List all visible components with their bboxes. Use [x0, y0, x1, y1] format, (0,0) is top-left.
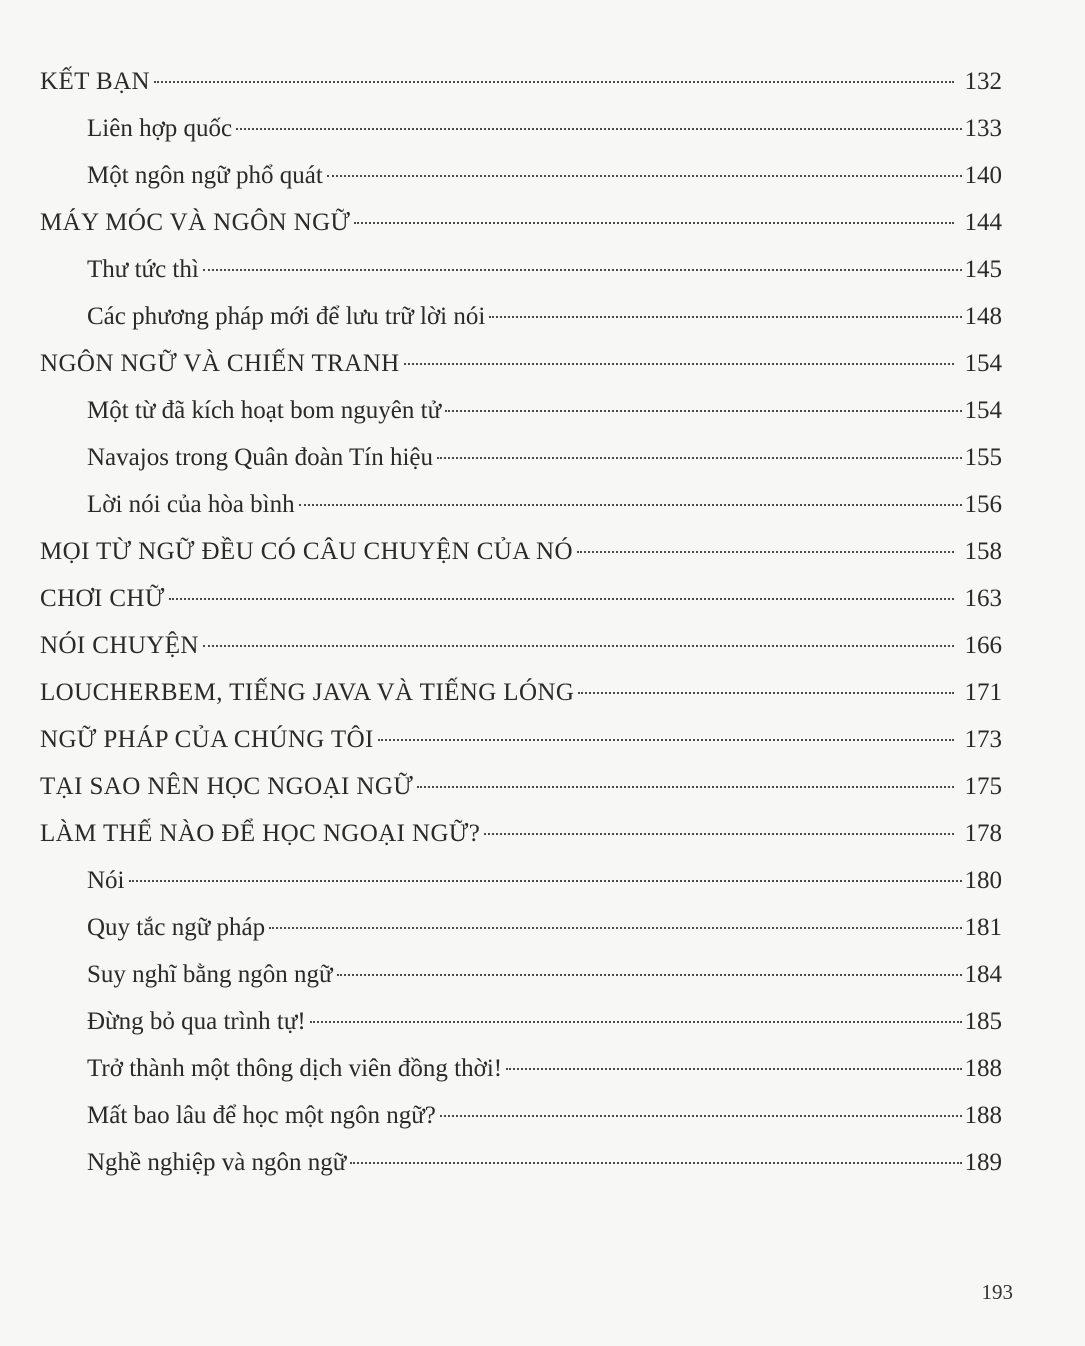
dot-leader	[578, 692, 953, 694]
dot-leader	[299, 504, 962, 506]
toc-entry-page: 171	[964, 679, 1002, 706]
toc-entry-page: 133	[964, 115, 1002, 142]
toc-chapter-entry	[40, 528, 1002, 575]
toc-entry-page: 156	[964, 491, 1002, 518]
toc-entry-title: Suy nghĩ bằng ngôn ngữ	[87, 961, 333, 988]
toc-entry-title: Đừng bỏ qua trình tự!	[87, 1008, 306, 1035]
toc-section-entry	[40, 998, 1002, 1045]
dot-leader	[417, 786, 953, 788]
toc-entry-title: NGÔN NGỮ VÀ CHIẾN TRANH	[40, 350, 400, 377]
toc-entry-page: 155	[964, 444, 1002, 471]
toc-section-entry	[40, 481, 1002, 528]
toc-entry-title: Thư tức thì	[87, 256, 199, 283]
dot-leader	[203, 645, 954, 647]
dot-leader	[445, 410, 961, 412]
toc-section-entry	[40, 1045, 1002, 1092]
dot-leader	[440, 1115, 962, 1117]
dot-leader	[236, 128, 961, 130]
page-number: 193	[981, 1280, 1013, 1304]
toc-section-entry	[40, 1139, 1002, 1186]
toc-entry-page: 189	[964, 1149, 1002, 1176]
toc-entry-page: 144	[964, 209, 1002, 236]
toc-chapter-entry	[40, 340, 1002, 387]
dot-leader	[154, 81, 954, 83]
toc-entry-title: MỌI TỪ NGỮ ĐỀU CÓ CÂU CHUYỆN CỦA NÓ	[40, 538, 573, 565]
toc-section-entry	[40, 152, 1002, 199]
toc-chapter-entry	[40, 669, 1002, 716]
dot-leader	[327, 175, 962, 177]
toc-entry-title: CHƠI CHỮ	[40, 585, 165, 612]
toc-entry-title: Navajos trong Quân đoàn Tín hiệu	[87, 444, 433, 471]
toc-entry-page: 180	[964, 867, 1002, 894]
toc-entry-page: 154	[964, 397, 1002, 424]
dot-leader	[203, 269, 962, 271]
dot-leader	[484, 833, 953, 835]
toc-entry-page: 158	[964, 538, 1002, 565]
dot-leader	[169, 598, 954, 600]
toc-entry-title: Quy tắc ngữ pháp	[87, 914, 266, 941]
toc-entry-page: 178	[964, 820, 1002, 847]
toc-entry-title: Lời nói của hòa bình	[87, 491, 295, 518]
toc-entry-page: 148	[964, 303, 1002, 330]
toc-chapter-entry	[40, 622, 1002, 669]
table-of-contents	[40, 58, 1002, 1186]
dot-leader	[337, 974, 962, 976]
dot-leader	[129, 880, 962, 882]
toc-entry-page: 188	[964, 1055, 1002, 1082]
dot-leader	[354, 222, 953, 224]
toc-section-entry	[40, 387, 1002, 434]
toc-entry-page: 163	[964, 585, 1002, 612]
toc-chapter-entry	[40, 763, 1002, 810]
toc-section-entry	[40, 105, 1002, 152]
toc-entry-page: 166	[964, 632, 1002, 659]
toc-entry-page: 140	[964, 162, 1002, 189]
toc-section-entry	[40, 904, 1002, 951]
dot-leader	[404, 363, 954, 365]
dot-leader	[437, 457, 962, 459]
toc-entry-title: Mất bao lâu để học một ngôn ngữ?	[87, 1102, 436, 1129]
toc-entry-title: Một từ đã kích hoạt bom nguyên tử	[87, 397, 442, 424]
dot-leader	[577, 551, 954, 553]
toc-chapter-entry	[40, 716, 1002, 763]
toc-entry-page: 175	[964, 773, 1002, 800]
toc-section-entry	[40, 246, 1002, 293]
toc-entry-title: MÁY MÓC VÀ NGÔN NGỮ	[40, 209, 351, 236]
toc-entry-page: 132	[964, 68, 1002, 95]
toc-entry-title: Nghề nghiệp và ngôn ngữ	[87, 1149, 347, 1176]
toc-chapter-entry	[40, 575, 1002, 622]
toc-entry-title: LÀM THẾ NÀO ĐỂ HỌC NGOẠI NGỮ?	[40, 820, 481, 847]
toc-section-entry	[40, 1092, 1002, 1139]
toc-entry-title: NGỮ PHÁP CỦA CHÚNG TÔI	[40, 726, 374, 753]
toc-chapter-entry	[40, 58, 1002, 105]
toc-entry-title: TẠI SAO NÊN HỌC NGOẠI NGỮ	[40, 773, 414, 800]
toc-chapter-entry	[40, 199, 1002, 246]
toc-entry-title: Một ngôn ngữ phổ quát	[87, 162, 323, 189]
toc-entry-title: KẾT BẠN	[40, 68, 150, 95]
toc-entry-title: NÓI CHUYỆN	[40, 632, 199, 659]
toc-section-entry	[40, 293, 1002, 340]
dot-leader	[506, 1068, 961, 1070]
dot-leader	[378, 739, 954, 741]
dot-leader	[269, 927, 961, 929]
toc-section-entry	[40, 434, 1002, 481]
toc-chapter-entry	[40, 810, 1002, 857]
toc-entry-page: 173	[964, 726, 1002, 753]
toc-section-entry	[40, 857, 1002, 904]
toc-entry-title: LOUCHERBEM, TIẾNG JAVA VÀ TIẾNG LÓNG	[40, 679, 575, 706]
toc-entry-page: 184	[964, 961, 1002, 988]
toc-entry-page: 181	[964, 914, 1002, 941]
toc-entry-title: Trở thành một thông dịch viên đồng thời!	[87, 1055, 503, 1082]
dot-leader	[310, 1021, 962, 1023]
toc-entry-page: 145	[964, 256, 1002, 283]
toc-entry-page: 188	[964, 1102, 1002, 1129]
toc-entry-page: 185	[964, 1008, 1002, 1035]
toc-section-entry	[40, 951, 1002, 998]
toc-entry-title: Liên hợp quốc	[87, 115, 233, 142]
toc-entry-page: 154	[964, 350, 1002, 377]
toc-entry-title: Nói	[87, 867, 125, 894]
dot-leader	[489, 316, 961, 318]
toc-entry-title: Các phương pháp mới để lưu trữ lời nói	[87, 303, 486, 330]
dot-leader	[350, 1162, 961, 1164]
